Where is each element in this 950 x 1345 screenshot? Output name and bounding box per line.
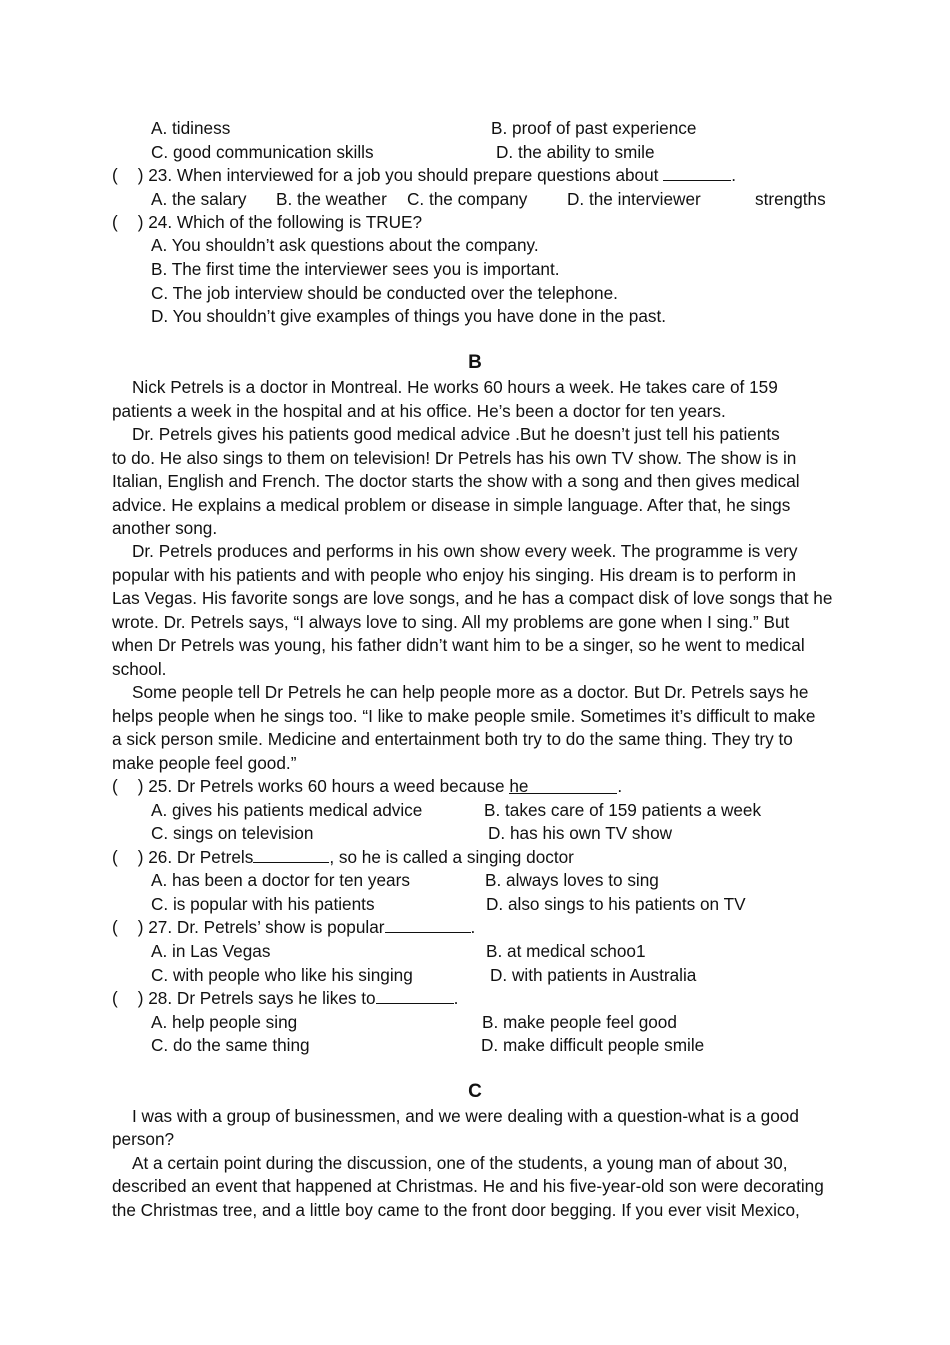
passage-c-line: described an event that happened at Christmas. He and his five-year-old son were decorating [112, 1176, 824, 1196]
q23-option-c: C. the company [407, 189, 528, 209]
answer-blank [509, 775, 617, 794]
q24-option-b: B. The first time the interviewer sees you is important. [151, 259, 560, 279]
q27-option-a: A. in Las Vegas [151, 941, 271, 961]
period: . [731, 165, 737, 185]
question-text: ) 26. Dr Petrels [137, 847, 254, 867]
q27-option-b: B. at medical schoo1 [486, 941, 646, 961]
q24-option-c: C. The job interview should be conducted over the telephone. [151, 283, 618, 303]
q25-option-c: C. sings on television [151, 823, 314, 843]
q25-option-b: B. takes care of 159 patients a week [484, 800, 762, 820]
period: . [617, 776, 623, 796]
q23-option-d: D. the interviewer [567, 189, 701, 209]
q26-option-c: C. is popular with his patients [151, 894, 375, 914]
answer-blank [253, 847, 329, 863]
passage-b-line: wrote. Dr. Petrels says, “I always love to sing. All my problems are gone when I sing.” But [112, 612, 790, 632]
q28-option-d: D. make difficult people smile [481, 1035, 705, 1055]
question-text: ) 23. When interviewed for a job you should prepare questions about [137, 165, 659, 185]
answer-blank [376, 988, 454, 1004]
question-tail: , so he is called a singing doctor [329, 847, 574, 867]
question-text: ) 25. Dr Petrels works 60 hours a weed because [137, 776, 505, 796]
passage-b-line: a sick person smile. Medicine and entertainment both try to do the same thing. They try to [112, 729, 793, 749]
passage-c-line: the Christmas tree, and a little boy came to the front door begging. If you ever visit Mexico, [112, 1200, 800, 1220]
question-text: ) 24. Which of the following is TRUE? [137, 212, 423, 232]
passage-b-line: Some people tell Dr Petrels he can help people more as a doctor. But Dr. Petrels says he [132, 682, 809, 702]
q26-option-b: B. always loves to sing [485, 870, 659, 890]
passage-b-line: Las Vegas. His favorite songs are love songs, and he has a compact disk of love songs that he [112, 588, 833, 608]
q23-stem [112, 164, 736, 186]
answer-paren: ( [112, 165, 118, 185]
q27-option-c: C. with people who like his singing [151, 965, 413, 985]
q28-option-b: B. make people feel good [482, 1012, 677, 1032]
passage-b-line: patients a week in the hospital and at his office. He’s been a doctor for ten years. [112, 401, 726, 421]
q26-option-d: D. also sings to his patients on TV [486, 894, 746, 914]
passage-b-line: Italian, English and French. The doctor starts the show with a song and then gives medical [112, 471, 800, 491]
passage-b-line: school. [112, 659, 167, 679]
q28-stem [112, 987, 458, 1009]
q24-stem [112, 211, 422, 233]
q25-option-a: A. gives his patients medical advice [151, 800, 423, 820]
q22-option-d: D. the ability to smile [496, 142, 655, 162]
q23-option-b: B. the weather [276, 189, 387, 209]
answer-blank [385, 917, 471, 933]
passage-b-line: advice. He explains a medical problem or disease in simple language. After that, he sings [112, 495, 791, 515]
passage-b-line: Nick Petrels is a doctor in Montreal. He works 60 hours a week. He takes care of 159 [132, 377, 778, 397]
passage-b-line: Dr. Petrels gives his patients good medical advice .But he doesn’t just tell his patients [132, 424, 780, 444]
passage-b-line: another song. [112, 518, 218, 538]
answer-paren: ( [112, 847, 118, 867]
q24-option-a: A. You shouldn’t ask questions about the company. [151, 235, 539, 255]
passage-c-line: At a certain point during the discussion, one of the students, a young man of about 30, [132, 1153, 788, 1173]
answer-paren: ( [112, 212, 118, 232]
passage-b-line: Dr. Petrels produces and performs in his own show every week. The programme is very [132, 541, 798, 561]
q23-option-a: A. the salary [151, 189, 247, 209]
question-text: ) 28. Dr Petrels says he likes to [137, 988, 376, 1008]
q22-option-c: C. good communication skills [151, 142, 374, 162]
answer-blank [663, 165, 731, 181]
blank-fill: he [509, 776, 529, 796]
q27-option-d: D. with patients in Australia [490, 965, 697, 985]
answer-paren: ( [112, 988, 118, 1008]
answer-paren: ( [112, 917, 118, 937]
q22-option-a: A. tidiness [151, 118, 231, 138]
period: . [470, 917, 476, 937]
q26-stem [112, 846, 574, 868]
answer-paren: ( [112, 776, 118, 796]
q23-option-d-tail: strengths [755, 189, 826, 209]
q28-option-c: C. do the same thing [151, 1035, 310, 1055]
question-text: ) 27. Dr. Petrels’ show is popular [137, 917, 385, 937]
q22-option-b: B. proof of past experience [491, 118, 697, 138]
passage-b-line: helps people when he sings too. “I like to make people smile. Sometimes it’s difficult to make [112, 706, 816, 726]
section-c-heading: C [468, 1081, 482, 1102]
q25-stem [112, 775, 622, 797]
passage-c-line: I was with a group of businessmen, and we were dealing with a question-what is a good [132, 1106, 799, 1126]
passage-b-line: make people feel good.” [112, 753, 297, 773]
q24-option-d: D. You shouldn’t give examples of things you have done in the past. [151, 306, 667, 326]
q28-option-a: A. help people sing [151, 1012, 298, 1032]
q25-option-d: D. has his own TV show [488, 823, 673, 843]
passage-b-line: popular with his patients and with people who enjoy his singing. His dream is to perform in [112, 565, 797, 585]
q27-stem [112, 916, 475, 938]
passage-c-line: person? [112, 1129, 175, 1149]
q26-option-a: A. has been a doctor for ten years [151, 870, 410, 890]
passage-b-line: when Dr Petrels was young, his father didn’t want him to be a singer, so he went to medical [112, 635, 805, 655]
period: . [453, 988, 459, 1008]
section-b-heading: B [468, 352, 482, 373]
passage-b-line: to do. He also sings to them on television! Dr Petrels has his own TV show. The show is in [112, 448, 797, 468]
